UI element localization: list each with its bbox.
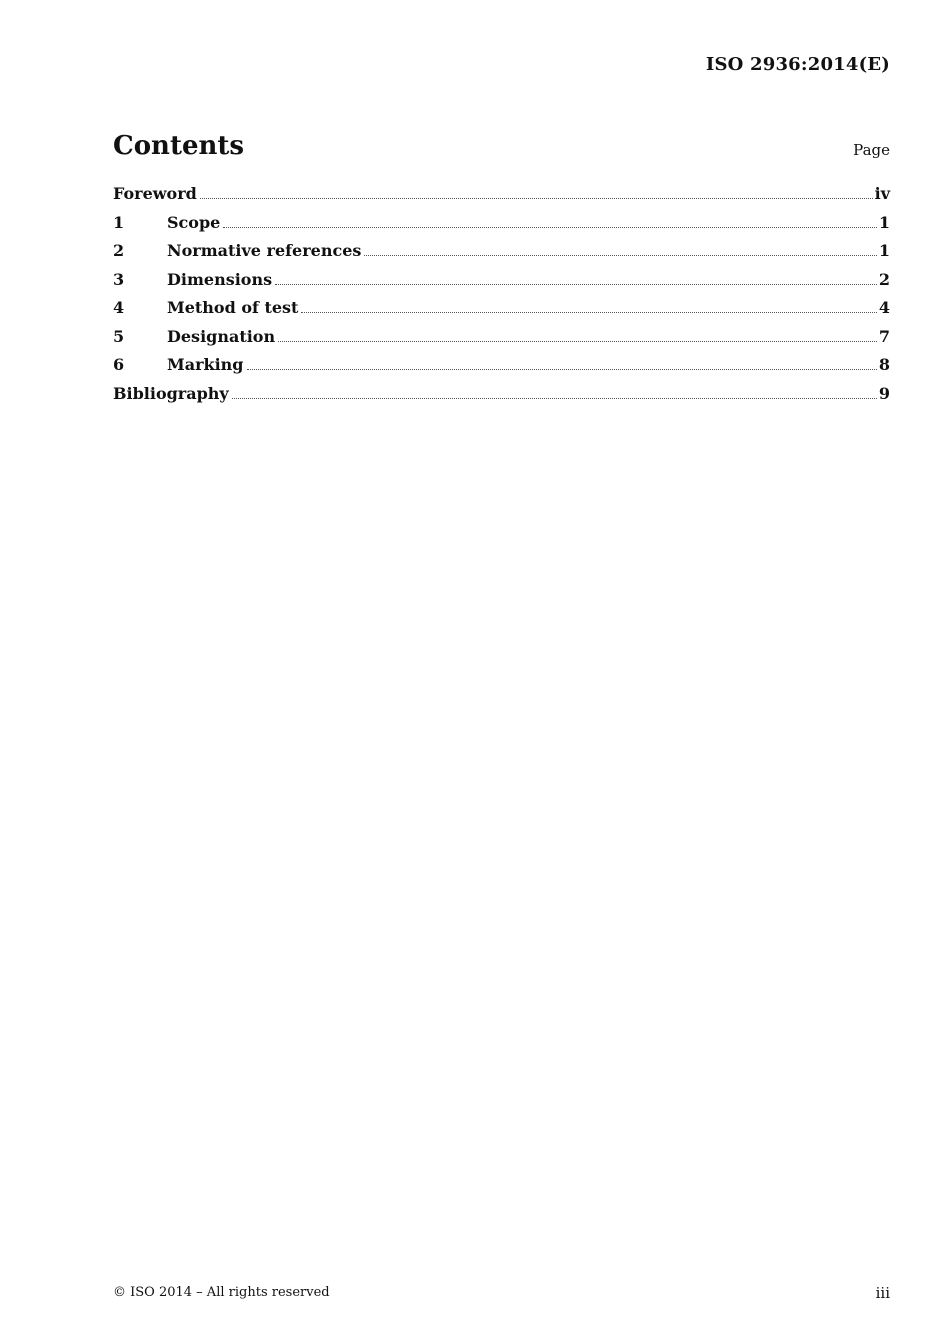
toc-leader-dots	[364, 254, 876, 256]
toc-entry-scope[interactable]	[113, 213, 890, 242]
toc-entry-number: 5	[113, 326, 125, 346]
toc-leader-dots	[200, 197, 873, 199]
toc-entry-page: 4	[878, 298, 890, 317]
toc-entry-number: 3	[113, 269, 125, 289]
toc-entry-number: 6	[113, 355, 125, 374]
toc-entry-marking[interactable]	[113, 355, 890, 384]
toc-entry-title: Method of test	[167, 298, 299, 317]
toc-entry-normative-references[interactable]	[113, 241, 890, 270]
footer-page-number: iii	[875, 1284, 890, 1302]
toc-entry-title: Bibliography	[113, 383, 229, 403]
toc-entry-page: 1	[878, 241, 890, 260]
toc-entry-number: 1	[113, 212, 125, 232]
toc-entry-title: Normative references	[167, 241, 362, 260]
toc-entry-title: Designation	[167, 326, 276, 346]
toc-entry-page: 1	[878, 212, 890, 232]
table-of-contents	[113, 184, 890, 412]
toc-entry-foreword[interactable]	[113, 184, 890, 213]
toc-leader-dots	[223, 226, 877, 228]
toc-entry-page: 8	[878, 355, 890, 374]
toc-leader-dots	[301, 311, 876, 313]
toc-entry-title: Marking	[167, 355, 244, 374]
toc-leader-dots	[232, 397, 877, 399]
toc-entry-page: iv	[874, 184, 890, 203]
toc-entry-page: 9	[878, 383, 890, 403]
toc-entry-number: 2	[113, 241, 125, 260]
document-id: ISO 2936:2014(E)	[705, 54, 890, 75]
toc-leader-dots	[275, 283, 877, 285]
toc-entry-page: 2	[878, 269, 890, 289]
toc-entry-title: Foreword	[113, 184, 197, 203]
toc-entry-title: Dimensions	[167, 269, 273, 289]
footer-copyright: © ISO 2014 – All rights reserved	[113, 1285, 330, 1300]
toc-entry-method-of-test[interactable]	[113, 298, 890, 327]
toc-entry-title: Scope	[167, 212, 221, 232]
toc-leader-dots	[247, 368, 877, 370]
toc-entry-bibliography[interactable]	[113, 384, 890, 413]
toc-entry-page: 7	[878, 326, 890, 346]
toc-entry-dimensions[interactable]	[113, 270, 890, 299]
page-column-label: Page	[853, 141, 890, 159]
contents-heading: Contents	[113, 131, 245, 161]
toc-entry-number: 4	[113, 298, 125, 317]
toc-leader-dots	[278, 340, 877, 342]
toc-entry-designation[interactable]	[113, 327, 890, 356]
